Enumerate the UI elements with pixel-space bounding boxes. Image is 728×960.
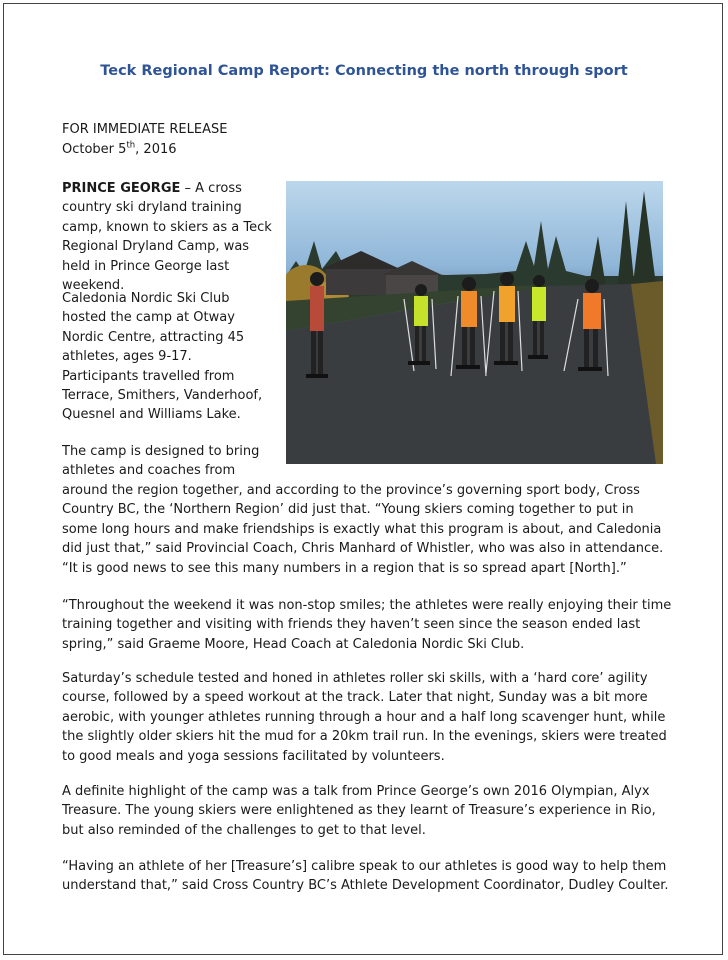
intro-text: – A cross country ski dryland training camp, known to skiers as a Teck Regional Dryland Camp, was held in Prince George last weekend. bbox=[62, 181, 272, 294]
paragraph-moore-quote: “Throughout the weekend it was non-stop smiles; the athletes were really enjoying their time training together and visiting with friends they haven’t seen since the season ended last spring,” said Graeme Moore, Head Coach at Caledonia Nordic Ski Club. bbox=[62, 598, 672, 652]
paragraph-coulter-quote: “Having an athlete of her [Treasure’s] calibre speak to our athletes is good way to help them understand that,” said Cross Country BC’s Athlete Development Coordinator, Dudley Coulter. bbox=[62, 859, 669, 894]
release-date-year: , 2016 bbox=[135, 142, 177, 157]
intro-paragraph bbox=[62, 179, 272, 295]
paragraph-host: Caledonia Nordic Ski Club hosted the camp at Otway Nordic Centre, attracting 45 athletes, ages 9-17. Participants travelled from Terrace, Smithers, Vanderhoof, Quesnel and Williams Lake. bbox=[62, 291, 263, 423]
paragraph-purpose-rest: around the region together, and according to the province’s governing sport body, Cross Country BC, the ‘Northern Region’ did just that. “Young skiers coming together to put in some long hours and make friendships is exactly what this program is about, and Caledonia did just that,” said Provincial Coach, Chris Manhard of Whistler, who was also in attendance. “It is good news to see this many numbers in a region that is so spread apart [North].” bbox=[62, 483, 664, 576]
document-title: Teck Regional Camp Report: Connecting the north through sport bbox=[100, 63, 628, 79]
camp-photo-illustration bbox=[286, 181, 663, 464]
release-date bbox=[62, 140, 227, 160]
paragraph-highlight: A definite highlight of the camp was a talk from Prince George’s own 2016 Olympian, Alyx Treasure. The young skiers were enlightened as they learnt of Treasure’s experience in Rio, but also reminded of the challenges to get to that level. bbox=[62, 784, 656, 838]
release-date-suffix-sup: th bbox=[126, 140, 136, 151]
release-date-text: October 5 bbox=[62, 142, 127, 157]
release-info bbox=[62, 120, 227, 160]
paragraph-schedule: Saturday’s schedule tested and honed in athletes roller ski skills, with a ‘hard core’ agility course, followed by a speed workout at the track. Later that night, Sunday was a bit more aerobic, with younger athletes running through a hour and a half long scavenger hunt, while the slightly older skiers hit the mud for a 20km trail run. In the evenings, skiers were treated to good meals and yoga sessions facilitated by volunteers. bbox=[62, 671, 667, 764]
release-label: FOR IMMEDIATE RELEASE bbox=[62, 122, 228, 137]
dateline: PRINCE GEORGE bbox=[62, 181, 181, 196]
camp-photo bbox=[286, 181, 663, 464]
paragraph-purpose-start: The camp is designed to bring athletes and coaches from bbox=[62, 444, 260, 479]
